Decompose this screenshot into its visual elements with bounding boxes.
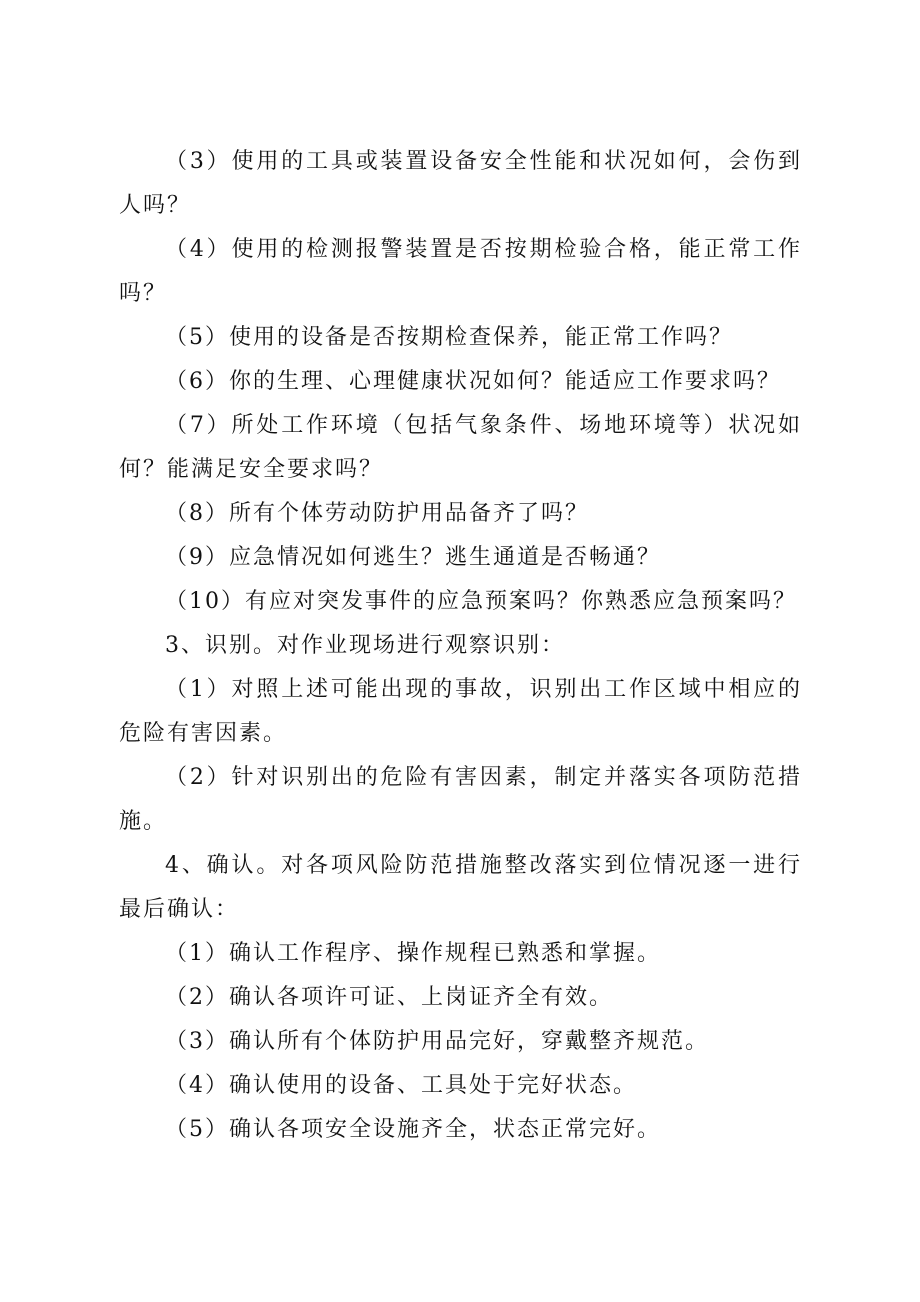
identification-item-1: （1）对照上述可能出现的事故，识别出工作区域中相应的危险有害因素。 [119, 677, 802, 746]
item-10-emergency-plan: （10）有应对突发事件的应急预案吗？你熟悉应急预案吗？ [165, 589, 797, 614]
confirmation-item-4: （4）确认使用的设备、工具处于完好状态。 [165, 1073, 637, 1098]
item-8-protective-equipment: （8）所有个体劳动防护用品备齐了吗？ [165, 501, 589, 526]
item-5-equipment-maintenance: （5）使用的设备是否按期检查保养，能正常工作吗？ [165, 325, 733, 350]
section-3-identification: 3、识别。对作业现场进行观察识别： [165, 633, 565, 658]
identification-item-2: （2）针对识别出的危险有害因素，制定并落实各项防范措施。 [119, 765, 802, 834]
item-4-alarm-inspection: （4）使用的检测报警装置是否按期检验合格，能正常工作吗？ [119, 237, 802, 306]
item-7-work-environment: （7）所处工作环境（包括气象条件、场地环境等）状况如何？能满足安全要求吗？ [119, 413, 802, 482]
item-3-tool-safety: （3）使用的工具或装置设备安全性能和状况如何，会伤到人吗？ [119, 149, 802, 218]
confirmation-item-1: （1）确认工作程序、操作规程已熟悉和掌握。 [165, 941, 661, 966]
confirmation-item-2: （2）确认各项许可证、上岗证齐全有效。 [165, 985, 613, 1010]
confirmation-item-5: （5）确认各项安全设施齐全，状态正常完好。 [165, 1117, 661, 1142]
document-body [119, 140, 802, 1152]
item-6-health-condition: （6）你的生理、心理健康状况如何？能适应工作要求吗？ [165, 369, 781, 394]
section-4-confirmation: 4、确认。对各项风险防范措施整改落实到位情况逐一进行最后确认： [119, 853, 802, 922]
confirmation-item-3: （3）确认所有个体防护用品完好，穿戴整齐规范。 [165, 1029, 709, 1054]
item-9-emergency-escape: （9）应急情况如何逃生？逃生通道是否畅通？ [165, 545, 661, 570]
